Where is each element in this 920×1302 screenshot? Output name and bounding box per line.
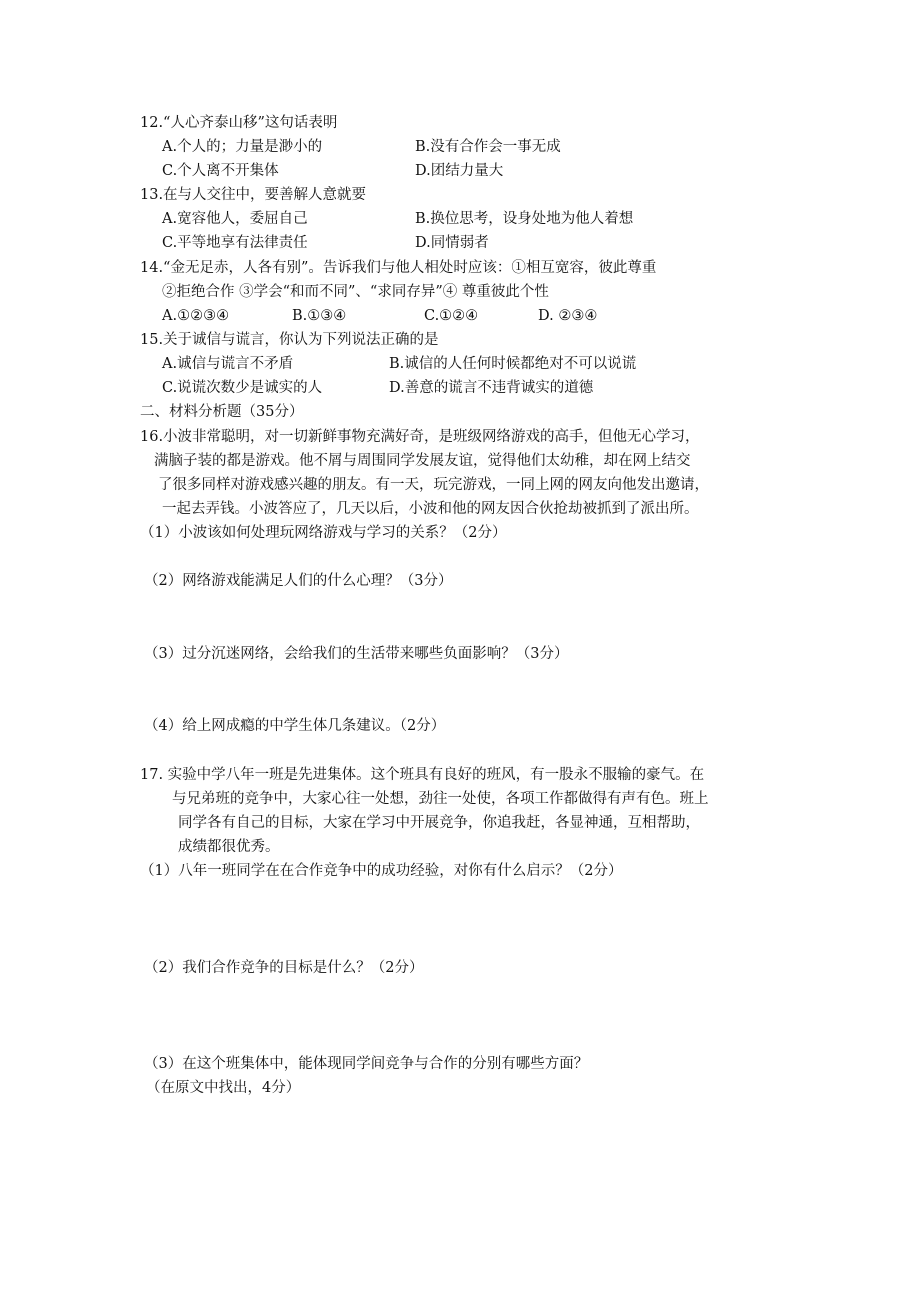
q13-option-d: D.同情弱者 [415,235,489,251]
q17-sub-question-3: （3）在这个班集体中，能体现同学间竞争与合作的分别有哪些方面？ [144,1056,589,1072]
q13-option-a: A.宽容他人，委屈自己 [162,211,308,227]
q14-option-a: A.①②③④ [162,308,230,324]
q15-option-b: B.诚信的人任何时候都绝对不可以说谎 [389,356,637,372]
q16-passage-line-4: 一起去弄钱。小波答应了，几天以后，小波和他的网友因合伙抢劫被抓到了派出所。 [162,501,699,517]
q17-sub-question-3-note: （在原文中找出，4分） [146,1080,301,1096]
q14-option-d: D. ②③④ [538,308,598,324]
q17-passage-line-3: 同学各有自己的目标，大家在学习中开展竞争，你追我赶，各显神通，互相帮助， [178,815,700,831]
q12-option-c: C.个人离不开集体 [162,163,279,179]
q16-passage-line-3: 了很多同样对游戏感兴趣的朋友。有一天，玩完游戏，一同上网的网友向他发出邀请， [158,477,709,493]
q14-option-c: C.①②④ [424,308,479,324]
q13-option-c: C.平等地享有法律责任 [162,235,308,251]
section-2-title: 二、材料分析题（35分） [140,404,304,420]
q12-stem: 12.“人心齐泰山移”这句话表明 [140,115,338,131]
q17-passage-line-4: 成绩都很优秀。 [178,839,280,855]
q16-passage-line-2: 满脑子装的都是游戏。他不屑与周围同学发展友谊，觉得他们太幼稚，却在网上结交 [154,453,691,469]
q14-option-b: B.①③④ [292,308,347,324]
q12-option-d: D.团结力量大 [415,163,504,179]
q17-passage-line-1: 17. 实验中学八年一班是先进集体。这个班具有良好的班风，有一股永不服输的豪气。在 [140,767,705,783]
q13-option-b: B.换位思考，设身处地为他人着想 [415,211,634,227]
q16-passage-line-1: 16.小波非常聪明，对一切新鲜事物充满好奇，是班级网络游戏的高手，但他无心学习， [140,429,700,445]
q16-sub-question-4: （4）给上网成瘾的中学生体几条建议。（2分） [144,718,446,734]
q14-stem: 14.“金无足赤，人各有别”。告诉我们与他人相处时应该：①相互宽容，彼此尊重 [140,260,657,276]
q17-passage-line-2: 与兄弟班的竞争中，大家心往一处想，劲往一处使，各项工作都做得有声有色。班上 [172,791,709,807]
q16-sub-question-2: （2）网络游戏能满足人们的什么心理？（3分） [144,573,453,589]
q16-sub-question-1: （1）小波该如何处理玩网络游戏与学习的关系？（2分） [140,525,507,541]
q12-option-b: B.没有合作会一事无成 [415,139,561,155]
q15-stem: 15.关于诚信与谎言，你认为下列说法正确的是 [140,332,439,348]
q13-stem: 13.在与人交往中，要善解人意就要 [140,187,367,203]
q15-option-c: C.说谎次数少是诚实的人 [162,380,323,396]
q15-option-d: D.善意的谎言不违背诚实的道德 [389,380,594,396]
q15-option-a: A.诚信与谎言不矛盾 [162,356,294,372]
q14-stem-continued: ②拒绝合作 ③学会“和而不同”、“求同存异”④ 尊重彼此个性 [162,284,549,300]
q17-sub-question-1: （1）八年一班同学在在合作竞争中的成功经验，对你有什么启示？（2分） [140,863,623,879]
q12-option-a: A.个人的；力量是渺小的 [162,139,323,155]
q17-sub-question-2: （2）我们合作竞争的目标是什么？（2分） [144,960,424,976]
q16-sub-question-3: （3）过分沉迷网络，会给我们的生活带来哪些负面影响？（3分） [144,646,569,662]
